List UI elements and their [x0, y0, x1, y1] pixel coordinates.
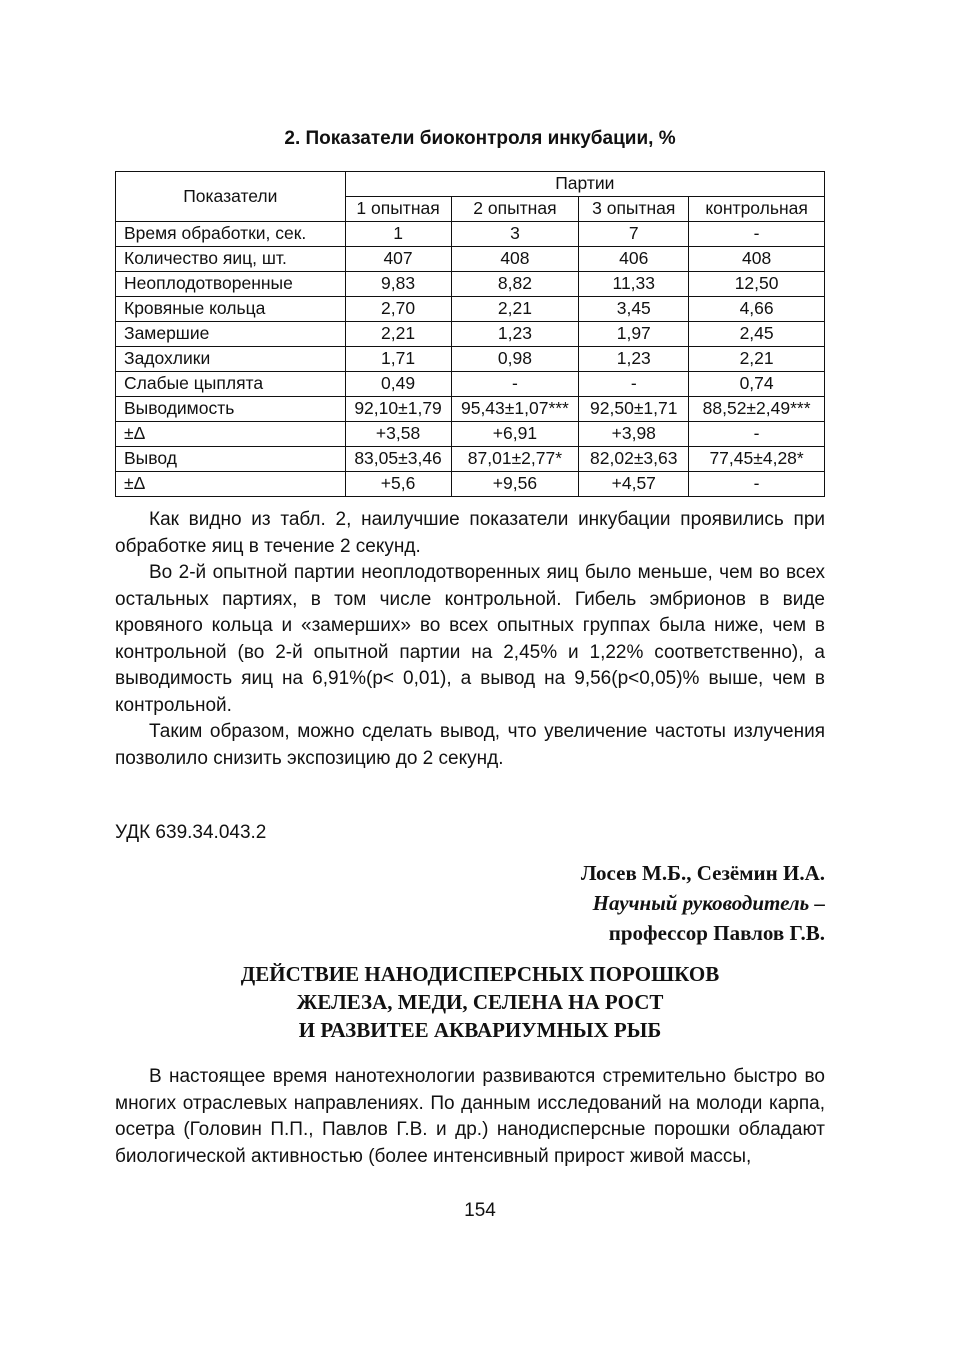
table-cell: 1 — [345, 222, 451, 247]
table-cell: - — [689, 472, 825, 497]
table-cell: 7 — [579, 222, 689, 247]
table-cell: 2,45 — [689, 322, 825, 347]
table-caption: 2. Показатели биоконтроля инкубации, % — [284, 128, 676, 149]
table-row — [116, 322, 825, 347]
row-label: Слабые цыплята — [116, 372, 346, 397]
table-cell: 12,50 — [689, 272, 825, 297]
authors-block — [581, 858, 825, 948]
title-line: И РАЗВИТЕЕ АКВАРИУМНЫХ РЫБ — [298, 1018, 662, 1042]
paragraph: Как видно из табл. 2, наилучшие показатели инкубации проявились при обработке яиц в течение 2 секунд. — [115, 509, 825, 557]
table-cell: 9,83 — [345, 272, 451, 297]
table-row — [116, 222, 825, 247]
page-number: 154 — [464, 1200, 496, 1221]
title-line: ЖЕЛЕЗА, МЕДИ, СЕЛЕНА НА РОСТ — [296, 990, 664, 1014]
table-row — [116, 472, 825, 497]
table-cell: 1,71 — [345, 347, 451, 372]
table-row — [116, 447, 825, 472]
supervisor-name: профессор Павлов Г.В. — [608, 921, 825, 945]
table-cell: 408 — [689, 247, 825, 272]
column-header: 1 опытная — [345, 197, 451, 222]
column-header: контрольная — [689, 197, 825, 222]
table-row — [116, 297, 825, 322]
title-line: ДЕЙСТВИЕ НАНОДИСПЕРСНЫХ ПОРОШКОВ — [240, 962, 720, 986]
table-cell: - — [689, 422, 825, 447]
table-row — [116, 272, 825, 297]
article-title — [0, 960, 960, 1044]
table-cell: 406 — [579, 247, 689, 272]
table-cell: 0,49 — [345, 372, 451, 397]
paragraph: Таким образом, можно сделать вывод, что увеличение частоты излучения позволило снизить экспозицию до 2 секунд. — [115, 721, 825, 769]
paragraph: В настоящее время нанотехнологии развиваются стремительно быстро во многих отраслевых направлениях. По данным исследований на молоди карпа, осетра (Головин П.П., Павлов Г.В. и др.) нанодисперсные порошки обладают биологической активностью (более интенсивный прирост живой массы, — [115, 1066, 825, 1167]
table-cell: 77,45±4,28* — [689, 447, 825, 472]
table-cell: 407 — [345, 247, 451, 272]
table-cell: 2,21 — [689, 347, 825, 372]
table-cell: 11,33 — [579, 272, 689, 297]
table-cell: +5,6 — [345, 472, 451, 497]
table-cell: 95,43±1,07*** — [451, 397, 579, 422]
row-label: Время обработки, сек. — [116, 222, 346, 247]
table-cell: 3,45 — [579, 297, 689, 322]
table-cell: 87,01±2,77* — [451, 447, 579, 472]
table-cell: +4,57 — [579, 472, 689, 497]
udc-code: УДК 639.34.043.2 — [115, 822, 267, 843]
table-row — [116, 247, 825, 272]
table-cell: 82,02±3,63 — [579, 447, 689, 472]
table-cell: 92,50±1,71 — [579, 397, 689, 422]
table-cell: +9,56 — [451, 472, 579, 497]
table-cell: 88,52±2,49*** — [689, 397, 825, 422]
table-cell: 1,23 — [579, 347, 689, 372]
column-header: 2 опытная — [451, 197, 579, 222]
table-cell: 2,70 — [345, 297, 451, 322]
column-header: 3 опытная — [579, 197, 689, 222]
table-row — [116, 347, 825, 372]
table-cell: 2,21 — [451, 297, 579, 322]
body-text-bottom — [115, 1064, 825, 1170]
row-label: Кровяные кольца — [116, 297, 346, 322]
table-cell: 1,23 — [451, 322, 579, 347]
paragraph: Во 2-й опытной партии неоплодотворенных яиц было меньше, чем во всех остальных партиях, в том числе контрольной. Гибель эмбрионов в виде кровяного кольца и «замерших» во всех опытных группах была ниже, чем в контрольной (во 2-й опытной партии на 2,45% и 1,22% соответственно), а выводимость яиц на 6,91%(р< 0,01), а вывод на 9,56(р<0,05)% выше, чем в контрольной. — [115, 562, 825, 716]
row-label: Выводимость — [116, 397, 346, 422]
table-cell: - — [689, 222, 825, 247]
table-cell: 3 — [451, 222, 579, 247]
row-label: Количество яиц, шт. — [116, 247, 346, 272]
table-cell: 83,05±3,46 — [345, 447, 451, 472]
table-cell: 0,98 — [451, 347, 579, 372]
table-cell: 92,10±1,79 — [345, 397, 451, 422]
table-cell: 408 — [451, 247, 579, 272]
author-names: Лосев М.Б., Сезёмин И.А. — [580, 861, 825, 885]
incubation-table — [115, 171, 825, 497]
row-label: ±Δ — [116, 422, 346, 447]
table-cell: - — [451, 372, 579, 397]
row-label: Неоплодотворенные — [116, 272, 346, 297]
body-text-top — [115, 507, 825, 772]
table-cell: 0,74 — [689, 372, 825, 397]
table-row — [116, 397, 825, 422]
table-cell: 2,21 — [345, 322, 451, 347]
table-cell: +6,91 — [451, 422, 579, 447]
row-label: ±Δ — [116, 472, 346, 497]
table-row — [116, 422, 825, 447]
row-label: Вывод — [116, 447, 346, 472]
table-cell: 4,66 — [689, 297, 825, 322]
row-label: Замершие — [116, 322, 346, 347]
header-group: Партии — [345, 172, 824, 197]
supervisor-label: Научный руководитель – — [592, 891, 825, 915]
table-cell: 8,82 — [451, 272, 579, 297]
header-indicator: Показатели — [116, 172, 346, 222]
table-cell: - — [579, 372, 689, 397]
table-row — [116, 372, 825, 397]
table-cell: 1,97 — [579, 322, 689, 347]
row-label: Задохлики — [116, 347, 346, 372]
table-cell: +3,58 — [345, 422, 451, 447]
table-cell: +3,98 — [579, 422, 689, 447]
